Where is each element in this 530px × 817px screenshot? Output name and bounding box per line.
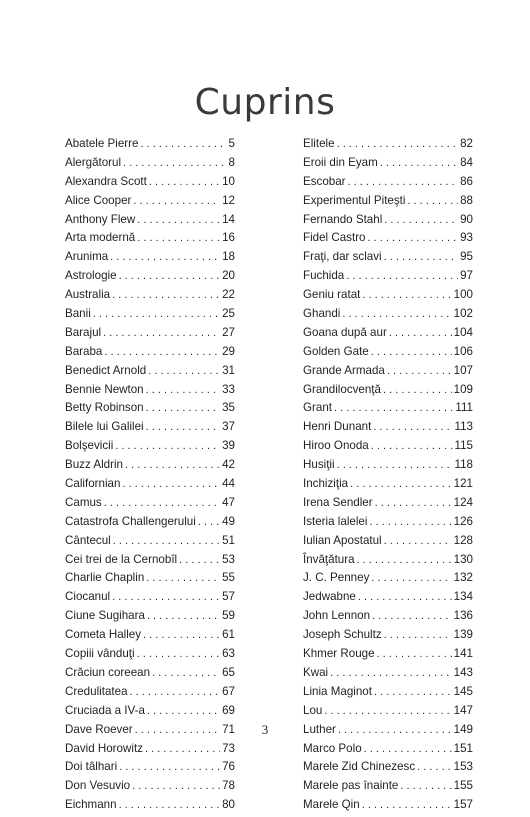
toc-leader-dots [119,799,221,811]
toc-entry [65,553,235,572]
toc-leader-dots [130,686,221,698]
toc-entry-title: Californian [65,477,121,491]
toc-entry-page: 86 [460,174,473,188]
toc-entry-page: 73 [222,741,235,755]
toc-entry-title: John Lennon [303,609,371,623]
toc-entry [65,137,235,156]
toc-entry [65,647,235,666]
toc-entry-page: 44 [222,477,235,491]
toc-entry [65,288,235,307]
toc-entry [303,609,473,628]
toc-leader-dots [110,251,220,263]
toc-entry [65,401,235,420]
toc-entry-page: 88 [460,193,473,207]
toc-leader-dots [334,402,453,414]
toc-entry-title: Copiii vânduţi [65,647,135,661]
toc-entry [303,571,473,590]
toc-entry-title: Golden Gate [303,344,369,358]
toc-entry-page: 107 [453,363,473,377]
toc-entry-page: 16 [222,231,235,245]
toc-leader-dots [137,648,220,660]
toc-entry-title: Camus [65,495,102,509]
toc-entry-title: Grande Armada [303,363,385,377]
toc-entry-title: Învăţătura [303,552,355,566]
toc-entry-page: 27 [222,325,235,339]
toc-leader-dots [145,743,220,755]
toc-entry-page: 136 [453,609,473,623]
toc-entry [303,213,473,232]
toc-leader-dots [123,157,226,169]
toc-entry-title: Ciocanul [65,590,111,604]
toc-entry [303,156,473,175]
toc-leader-dots [387,365,452,377]
toc-entry [303,420,473,439]
toc-leader-dots [198,516,220,528]
toc-entry-page: 14 [222,212,235,226]
toc-entry-page: 20 [222,269,235,283]
toc-entry-page: 10 [222,174,235,188]
toc-leader-dots [140,138,226,150]
toc-entry-title: Experimentul Piteşti [303,193,406,207]
toc-entry [303,590,473,609]
toc-entry-page: 111 [455,401,473,415]
toc-entry [303,269,473,288]
toc-entry [303,439,473,458]
toc-leader-dots [384,535,452,547]
toc-entry-title: Baraba [65,344,103,358]
toc-entry-page: 100 [453,288,473,302]
toc-entry-page: 106 [453,344,473,358]
toc-entry-page: 31 [222,363,235,377]
toc-entry [303,760,473,779]
toc-entry [65,175,235,194]
toc-entry-page: 53 [222,552,235,566]
toc-entry-title: Abatele Pierre [65,137,139,150]
toc-entry [65,742,235,761]
toc-entry-page: 90 [460,212,473,226]
toc-leader-dots [371,346,452,358]
toc-entry-page: 55 [222,571,235,585]
toc-entry-title: Marco Polo [303,741,362,755]
toc-leader-dots [122,478,220,490]
toc-leader-dots [407,195,458,207]
toc-entry-title: Linia Maginot [303,684,372,698]
toc-leader-dots [389,327,452,339]
toc-entry-title: Eichmann [65,798,117,812]
toc-entry-page: 35 [222,401,235,415]
toc-entry-page: 49 [222,514,235,528]
toc-entry [65,383,235,402]
toc-entry-title: Ghandi [303,307,341,321]
toc-entry-page: 132 [453,571,473,585]
toc-leader-dots [358,591,452,603]
toc-entry [65,590,235,609]
toc-leader-dots [103,327,220,339]
toc-leader-dots [384,629,452,641]
toc-entry-title: Grandilocvenţă [303,382,381,396]
toc-leader-dots [93,308,220,320]
toc-leader-dots [113,535,220,547]
toc-entry-page: 5 [228,137,235,150]
toc-entry-title: Arunima [65,250,109,264]
toc-entry-title: Barajul [65,325,102,339]
toc-entry [65,534,235,553]
toc-leader-dots [112,289,220,301]
toc-entry-title: Fuchida [303,269,345,283]
toc-entry [65,685,235,704]
toc-leader-dots [179,554,220,566]
toc-entry-page: 8 [228,155,235,169]
toc-leader-dots [146,572,220,584]
toc-entry-title: Anthony Flew [65,212,136,226]
toc-entry-title: Khmer Rouge [303,647,375,661]
toc-leader-dots [146,402,220,414]
toc-entry [303,364,473,383]
toc-entry-page: 102 [453,307,473,321]
toc-left-column [65,137,235,817]
toc-entry-title: Hiroo Onoda [303,439,369,453]
toc-entry-title: Bennie Newton [65,382,144,396]
toc-entry [303,326,473,345]
toc-entry [65,609,235,628]
toc-entry-title: David Horowitz [65,741,143,755]
toc-leader-dots [342,308,451,320]
toc-entry-title: Fernando Stahl [303,212,383,226]
toc-leader-dots [368,232,459,244]
toc-entry [65,326,235,345]
toc-leader-dots [337,459,453,471]
toc-entry-page: 42 [222,458,235,472]
toc-entry-title: Bolşevicii [65,439,114,453]
toc-entry [65,231,235,250]
toc-entry [65,571,235,590]
toc-leader-dots [383,384,452,396]
toc-leader-dots [137,214,220,226]
toc-leader-dots [377,648,452,660]
toc-leader-dots [362,799,452,811]
toc-entry-title: Ciune Sugihara [65,609,145,623]
toc-entry [65,213,235,232]
toc-entry-title: Henri Dunant [303,420,372,434]
toc-entry-page: 12 [222,193,235,207]
toc-entry [65,458,235,477]
page-title: Cuprins [194,82,336,124]
toc-entry-page: 57 [222,590,235,604]
toc-entry-page: 69 [222,703,235,717]
toc-leader-dots [137,232,220,244]
toc-entry [303,515,473,534]
toc-entry [65,250,235,269]
toc-leader-dots [357,554,452,566]
toc-entry-page: 109 [453,382,473,396]
toc-entry [303,231,473,250]
toc-entry-title: Catastrofa Challengerului [65,514,196,528]
toc-leader-dots [337,138,459,150]
toc-leader-dots [119,761,220,773]
toc-entry [65,496,235,515]
toc-leader-dots [384,214,458,226]
toc-entry-title: Iulian Apostatul [303,533,382,547]
toc-entry-title: Eroii din Eyam [303,155,378,169]
toc-entry [65,477,235,496]
toc-entry-page: 22 [222,288,235,302]
toc-entry [303,628,473,647]
toc-entry-title: Cometa Halley [65,628,142,642]
toc-entry-title: Inchiziţia [303,477,349,491]
toc-entry [65,704,235,723]
toc-entry-page: 113 [454,420,473,434]
toc-leader-dots [330,667,452,679]
toc-entry-title: Alice Cooper [65,193,132,207]
toc-entry-title: Kwai [303,665,329,679]
toc-entry [303,175,473,194]
toc-entry-title: Fraţi, dar sclavi [303,250,382,264]
toc-leader-dots [125,459,220,471]
toc-entry [65,156,235,175]
toc-entry-title: J. C. Penney [303,571,370,585]
toc-entry-page: 93 [460,231,473,245]
toc-entry [65,269,235,288]
toc-entry-page: 84 [460,155,473,169]
toc-entry [65,439,235,458]
toc-leader-dots [148,365,220,377]
toc-entry-page: 153 [453,760,473,774]
toc-entry-page: 67 [222,684,235,698]
toc-leader-dots [324,705,451,717]
toc-entry-title: Alexandra Scott [65,174,147,188]
toc-entry-title: Doi tâlhari [65,760,118,774]
toc-entry [303,383,473,402]
toc-entry-page: 143 [453,665,473,679]
toc-leader-dots [152,667,220,679]
toc-leader-dots [346,270,458,282]
toc-entry-page: 97 [460,269,473,283]
toc-entry-title: Elitele [303,137,335,150]
toc-entry-page: 18 [222,250,235,264]
toc-entry-page: 37 [222,420,235,434]
toc-entry-page: 82 [460,137,473,150]
toc-entry-title: Credulitatea [65,684,128,698]
toc-entry-page: 128 [453,533,473,547]
toc-entry-title: Isteria lalelei [303,514,368,528]
toc-entry-page: 124 [453,495,473,509]
toc-entry [303,250,473,269]
toc-entry [303,666,473,685]
toc-entry-title: Crăciun coreean [65,665,151,679]
toc-entry-page: 130 [453,552,473,566]
toc-entry-page: 47 [222,495,235,509]
toc-entry [303,496,473,515]
toc-entry-page: 78 [222,779,235,793]
toc-entry-page: 126 [453,514,473,528]
toc-leader-dots [371,572,451,584]
toc-leader-dots [119,270,221,282]
toc-entry-title: Joseph Schultz [303,628,382,642]
toc-entry-page: 118 [454,458,473,472]
toc-entry-title: Astrologie [65,269,117,283]
toc-entry [303,477,473,496]
toc-entry-title: Alergătorul [65,155,122,169]
toc-leader-dots [104,497,220,509]
toc-entry-page: 33 [222,382,235,396]
toc-entry [65,798,235,817]
toc-entry-page: 39 [222,439,235,453]
toc-leader-dots [375,497,452,509]
toc-entry [303,779,473,798]
toc-leader-dots [143,629,220,641]
toc-entry-page: 71 [222,722,235,736]
toc-leader-dots [348,176,459,188]
toc-entry [303,798,473,817]
toc-entry [65,194,235,213]
toc-entry [303,534,473,553]
toc-entry-page: 61 [222,628,235,642]
toc-entry-page: 25 [222,307,235,321]
toc-entry [65,760,235,779]
toc-entry-page: 149 [453,722,473,736]
toc-entry-page: 141 [453,647,473,661]
toc-entry-title: Betty Robinson [65,401,144,415]
toc-leader-dots [350,478,452,490]
toc-entry-page: 139 [453,628,473,642]
toc-entry-title: Cântecul [65,533,111,547]
toc-entry [65,364,235,383]
toc-entry-page: 104 [453,325,473,339]
toc-entry [303,194,473,213]
toc-entry [303,704,473,723]
toc-leader-dots [147,610,220,622]
toc-entry [303,742,473,761]
toc-leader-dots [104,346,220,358]
toc-entry-title: Arta modernă [65,231,136,245]
toc-leader-dots [112,591,220,603]
toc-entry [303,685,473,704]
toc-entry-page: 80 [222,798,235,812]
toc-entry [65,307,235,326]
toc-leader-dots [146,384,220,396]
toc-entry-title: Buzz Aldrin [65,458,123,472]
toc-entry-page: 29 [222,344,235,358]
toc-entry-title: Husiţii [303,458,335,472]
toc-leader-dots [149,176,220,188]
toc-entry [303,401,473,420]
toc-leader-dots [400,780,451,792]
toc-entry [303,458,473,477]
toc-entry-page: 115 [454,439,473,453]
toc-entry-title: Dave Roever [65,722,133,736]
toc-leader-dots [369,516,451,528]
toc-entry-title: Charlie Chaplin [65,571,145,585]
toc-entry-page: 157 [453,798,473,812]
toc-entry-page: 134 [453,590,473,604]
toc-entry-title: Don Vesuvio [65,779,131,793]
toc-entry-page: 63 [222,647,235,661]
toc-leader-dots [146,421,220,433]
toc-entry-title: Grant [303,401,332,415]
toc-leader-dots [115,440,220,452]
toc-entry [303,647,473,666]
toc-leader-dots [380,157,458,169]
toc-entry [65,345,235,364]
toc-entry-title: Banii [65,307,91,321]
toc-entry-title: Marele Qin [303,798,360,812]
toc-entry [303,288,473,307]
toc-entry-title: Cei trei de la Cernobîl [65,552,178,566]
toc-entry [65,515,235,534]
toc-right-column [303,137,473,817]
page-number: 3 [261,722,269,737]
toc-entry-title: Marele pas înainte [303,779,399,793]
toc-entry [303,553,473,572]
toc-entry [65,666,235,685]
toc-leader-dots [384,251,458,263]
toc-entry-title: Jedwabne [303,590,356,604]
toc-entry-page: 65 [222,665,235,679]
toc-entry-title: Australia [65,288,111,302]
toc-entry-title: Geniu ratat [303,288,361,302]
toc-leader-dots [373,421,452,433]
toc-entry-title: Luther [303,722,336,736]
toc-entry-page: 95 [460,250,473,264]
toc-leader-dots [417,761,452,773]
toc-entry-page: 155 [453,779,473,793]
toc-entry-title: Irena Sendler [303,495,373,509]
toc-leader-dots [364,743,452,755]
toc-entry-page: 59 [222,609,235,623]
toc-entry-title: Escobar [303,174,346,188]
toc-entry-title: Lou [303,703,323,717]
toc-entry [65,420,235,439]
toc-leader-dots [133,195,220,207]
toc-leader-dots [371,440,453,452]
toc-leader-dots [372,610,452,622]
toc-entry-title: Benedict Arnold [65,363,147,377]
toc-entry-page: 76 [222,760,235,774]
toc-entry-page: 147 [453,703,473,717]
toc-entry-page: 121 [453,477,473,491]
toc-entry [303,345,473,364]
toc-entry-page: 145 [453,684,473,698]
toc-entry-page: 51 [222,533,235,547]
toc-leader-dots [147,705,220,717]
toc-entry-title: Bilele lui Galilei [65,420,144,434]
toc-entry [303,137,473,156]
toc-leader-dots [374,686,452,698]
toc-entry-title: Cruciada a IV-a [65,703,145,717]
toc-entry-title: Goana după aur [303,325,387,339]
toc-entry-title: Fidel Castro [303,231,366,245]
toc-entry [65,628,235,647]
toc-entry [65,779,235,798]
toc-entry-title: Marele Zid Chinezesc [303,760,416,774]
toc-leader-dots [132,780,220,792]
toc-entry [303,307,473,326]
toc-leader-dots [362,289,451,301]
toc-entry-page: 151 [453,741,473,755]
